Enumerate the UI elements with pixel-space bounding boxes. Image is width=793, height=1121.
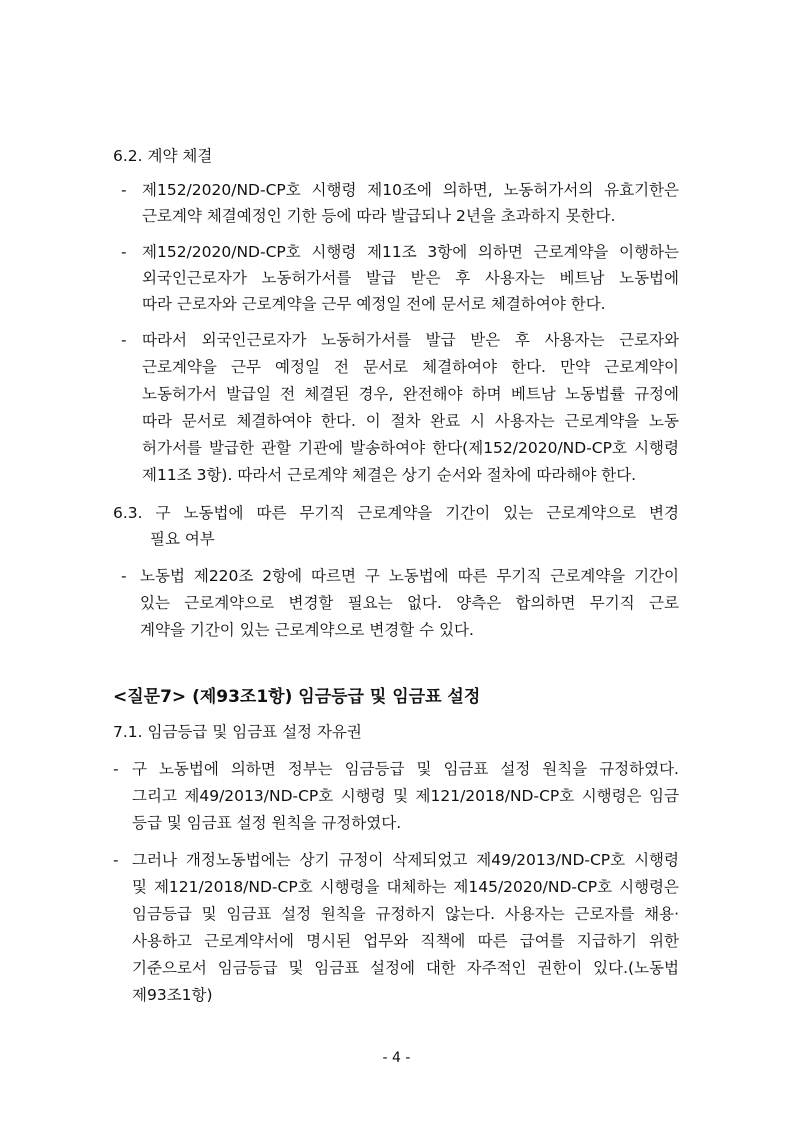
paragraph-line: 구 노동법에 의하면 정부는 임금등급 및 임금표 설정 원칙을 규정하였다. (132, 760, 679, 778)
paragraph-line: 계약을 기간이 있는 근로계약으로 변경할 수 있다. (140, 621, 474, 639)
paragraph-line: 근로계약 체결예정인 기한 등에 따라 발급되나 2년을 초과하지 못한다. (142, 207, 616, 225)
paragraph-line: 근로계약을 근무 예정일 전 문서로 체결하여야 한다. 만약 근로계약이 (142, 358, 679, 376)
section-6-3-title-cont: 필요 여부 (150, 530, 215, 548)
paragraph-line: 제152/2020/ND-CP호 시행령 제10조에 의하면, 노동허가서의 유효기한은 (142, 181, 679, 199)
bullet-dash: - (113, 851, 119, 869)
paragraph-line: 따라 문서로 체결하여야 한다. 이 절차 완료 시 사용자는 근로계약을 노동 (142, 412, 679, 430)
paragraph-line: 제11조 3항). 따라서 근로계약 체결은 상기 순서와 절차에 따라해야 한다. (142, 466, 637, 484)
paragraph-line: 등급 및 임금표 설정 원칙을 규정하였다. (132, 814, 402, 832)
bullet-dash: - (121, 181, 127, 199)
page-number: - 4 - (382, 1050, 411, 1066)
paragraph-line: 따라서 외국인근로자가 노동허가서를 발급 받은 후 사용자는 근로자와 (142, 331, 679, 349)
paragraph-line: 및 제121/2018/ND-CP호 시행령을 대체하는 제145/2020/ND-CP호 시행령은 (132, 878, 679, 896)
section-6-3-title: 6.3. 구 노동법에 따른 무기직 근로계약을 기간이 있는 근로계약으로 변경 (113, 504, 679, 522)
section-7-1-title: 7.1. 임금등급 및 임금표 설정 자유권 (113, 723, 362, 741)
paragraph-line: 사용하고 근로계약서에 명시된 업무와 직책에 따른 급여를 지급하기 위한 (132, 932, 679, 950)
bullet-dash: - (121, 331, 127, 349)
bullet-dash: - (121, 243, 127, 261)
paragraph-line: 그러나 개정노동법에는 상기 규정이 삭제되었고 제49/2013/ND-CP호 시행령 (132, 851, 679, 869)
paragraph-line: 임금등급 및 임금표 설정 원칙을 규정하지 않는다. 사용자는 근로자를 채용· (132, 905, 679, 923)
paragraph-line: 그리고 제49/2013/ND-CP호 시행령 및 제121/2018/ND-CP호 시행령은 임금 (132, 787, 679, 805)
paragraph-line: 기준으로서 임금등급 및 임금표 설정에 대한 자주적인 권한이 있다.(노동법 (132, 959, 679, 977)
paragraph-line: 노동법 제220조 2항에 따르면 구 노동법에 따른 무기직 근로계약을 기간이 (140, 567, 679, 585)
paragraph-line: 제152/2020/ND-CP호 시행령 제11조 3항에 의하면 근로계약을 이행하는 (142, 243, 679, 261)
paragraph-line: 노동허가서 발급일 전 체결된 경우, 완전해야 하며 베트남 노동법률 규정에 (142, 385, 679, 403)
section-6-2-title: 6.2. 계약 체결 (113, 147, 213, 165)
bullet-dash: - (113, 760, 119, 778)
paragraph-line: 따라 근로자와 근로계약을 근무 예정일 전에 문서로 체결하여야 한다. (142, 295, 606, 313)
paragraph-line: 제93조1항) (132, 986, 213, 1004)
question-7-heading: <질문7> (제93조1항) 임금등급 및 임금표 설정 (113, 687, 481, 707)
paragraph-line: 외국인근로자가 노동허가서를 발급 받은 후 사용자는 베트남 노동법에 (142, 269, 679, 287)
bullet-dash: - (121, 567, 127, 585)
paragraph-line: 있는 근로계약으로 변경할 필요는 없다. 양측은 합의하면 무기직 근로 (140, 594, 679, 612)
paragraph-line: 허가서를 발급한 관할 기관에 발송하여야 한다(제152/2020/ND-CP호 시행령 (142, 439, 679, 457)
